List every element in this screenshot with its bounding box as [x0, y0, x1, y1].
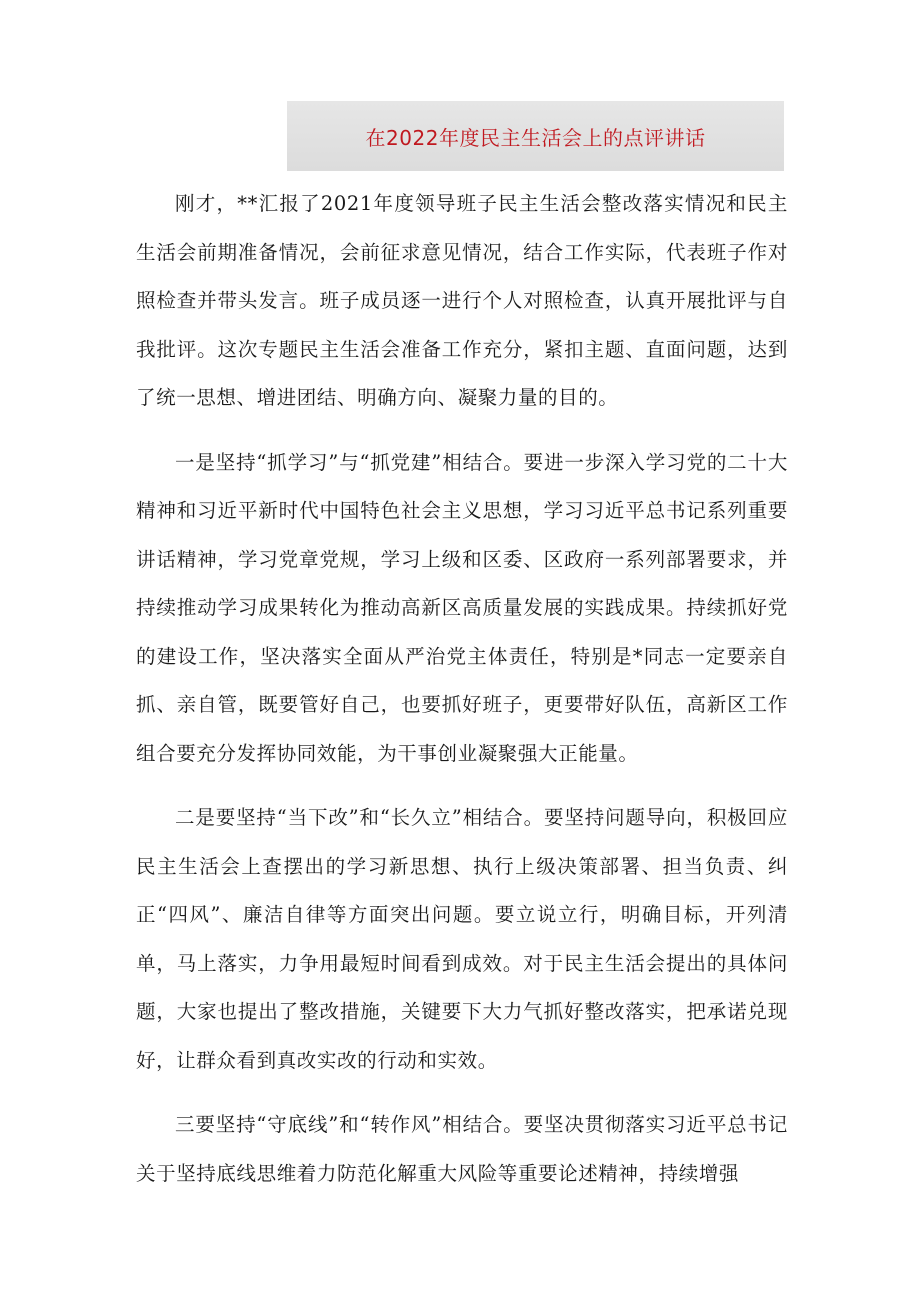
- document-title: 在2022年度民主生活会上的点评讲话: [365, 125, 706, 150]
- paragraph-point-one: 一是坚持“抓学习”与“抓党建”相结合。要进一步深入学习党的二十大精神和习近平新时代中国特色社会主义思想，学习习近平总书记系列重要讲话精神，学习党章党规，学习上级和区委、区政府一系列部署要求，并持续推动学习成果转化为推动高新区高质量发展的实践成果。持续抓好党的建设工作，坚决落实全面从严治党主体责任，特别是*同志一定要亲自抓、亲自管，既要管好自己，也要抓好班子，更要带好队伍，高新区工作组合要充分发挥协同效能，为干事创业凝聚强大正能量。: [136, 450, 788, 765]
- document-body: [136, 180, 788, 1214]
- paragraph-point-two: 二是要坚持“当下改”和“长久立”相结合。要坚持问题导向，积极回应民主生活会上查摆出的学习新思想、执行上级决策部署、担当负责、纠正“四风”、廉洁自律等方面突出问题。要立说立行，明确目标，开列清单，马上落实，力争用最短时间看到成效。对于民主生活会提出的具体问题，大家也提出了整改措施，关键要下大力气抓好整改落实，把承诺兑现好，让群众看到真改实改的行动和实效。: [136, 806, 788, 1072]
- title-banner: [287, 101, 784, 171]
- paragraph-intro: 刚才，**汇报了2021年度领导班子民主生活会整改落实情况和民主生活会前期准备情况，会前征求意见情况，结合工作实际，代表班子作对照检查并带头发言。班子成员逐一进行个人对照检查，认真开展批评与自我批评。这次专题民主生活会准备工作充分，紧扣主题、直面问题，达到了统一思想、增进团结、明确方向、凝聚力量的目的。: [136, 192, 788, 409]
- paragraph-point-three: 三要坚持“守底线”和“转作风”相结合。要坚决贯彻落实习近平总书记关于坚持底线思维着力防范化解重大风险等重要论述精神，持续增强: [136, 1113, 788, 1185]
